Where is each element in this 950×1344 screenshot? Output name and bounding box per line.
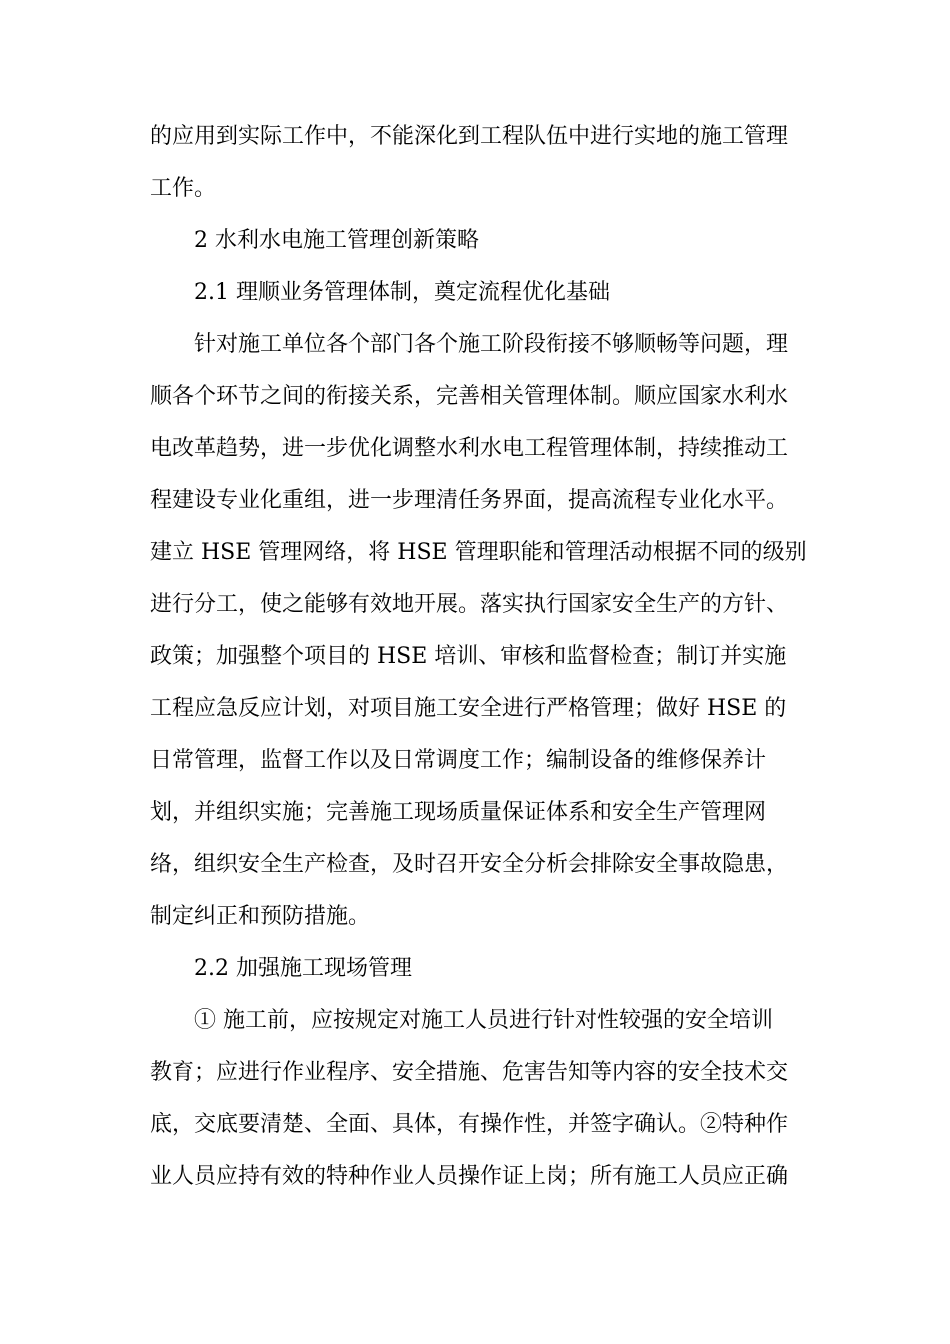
paragraph-line: 络，组织安全生产检查，及时召开安全分析会排除安全事故隐患， — [150, 852, 789, 877]
paragraph-line: 划，并组织实施；完善施工现场质量保证体系和安全生产管理网 — [150, 800, 767, 825]
paragraph-line: 制定纠正和预防措施。 — [150, 904, 371, 929]
paragraph-line: 进行分工，使之能够有效地开展。落实执行国家安全生产的方针、 — [150, 592, 789, 617]
paragraph-line: 电改革趋势，进一步优化调整水利水电工程管理体制，持续推动工 — [150, 436, 789, 461]
paragraph-line: ① 施工前，应按规定对施工人员进行针对性较强的安全培训 — [194, 1008, 773, 1033]
section-heading: 2 水利水电施工管理创新策略 — [194, 228, 479, 253]
paragraph-line: 日常管理，监督工作以及日常调度工作；编制设备的维修保养计 — [150, 748, 767, 773]
paragraph-line: 教育；应进行作业程序、安全措施、危害告知等内容的安全技术交 — [150, 1060, 789, 1085]
paragraph-line: 业人员应持有效的特种作业人员操作证上岗；所有施工人员应正确 — [150, 1164, 789, 1189]
paragraph-line: 底，交底要清楚、全面、具体，有操作性，并签字确认。②特种作 — [150, 1112, 789, 1137]
paragraph-line: 针对施工单位各个部门各个施工阶段衔接不够顺畅等问题，理 — [194, 332, 789, 357]
paragraph-line: 的应用到实际工作中，不能深化到工程队伍中进行实地的施工管理 — [150, 124, 789, 149]
subsection-heading: 2.1 理顺业务管理体制，奠定流程优化基础 — [194, 280, 610, 305]
paragraph-line: 建立 HSE 管理网络，将 HSE 管理职能和管理活动根据不同的级别 — [150, 540, 807, 565]
paragraph-line: 政策；加强整个项目的 HSE 培训、审核和监督检查；制订并实施 — [150, 644, 787, 669]
paragraph-line: 工作。 — [150, 176, 217, 201]
paragraph-line: 程建设专业化重组，进一步理清任务界面，提高流程专业化水平。 — [150, 488, 789, 513]
paragraph-line: 工程应急反应计划，对项目施工安全进行严格管理；做好 HSE 的 — [150, 696, 787, 721]
paragraph-line: 顺各个环节之间的衔接关系，完善相关管理体制。顺应国家水利水 — [150, 384, 789, 409]
subsection-heading: 2.2 加强施工现场管理 — [194, 956, 412, 981]
